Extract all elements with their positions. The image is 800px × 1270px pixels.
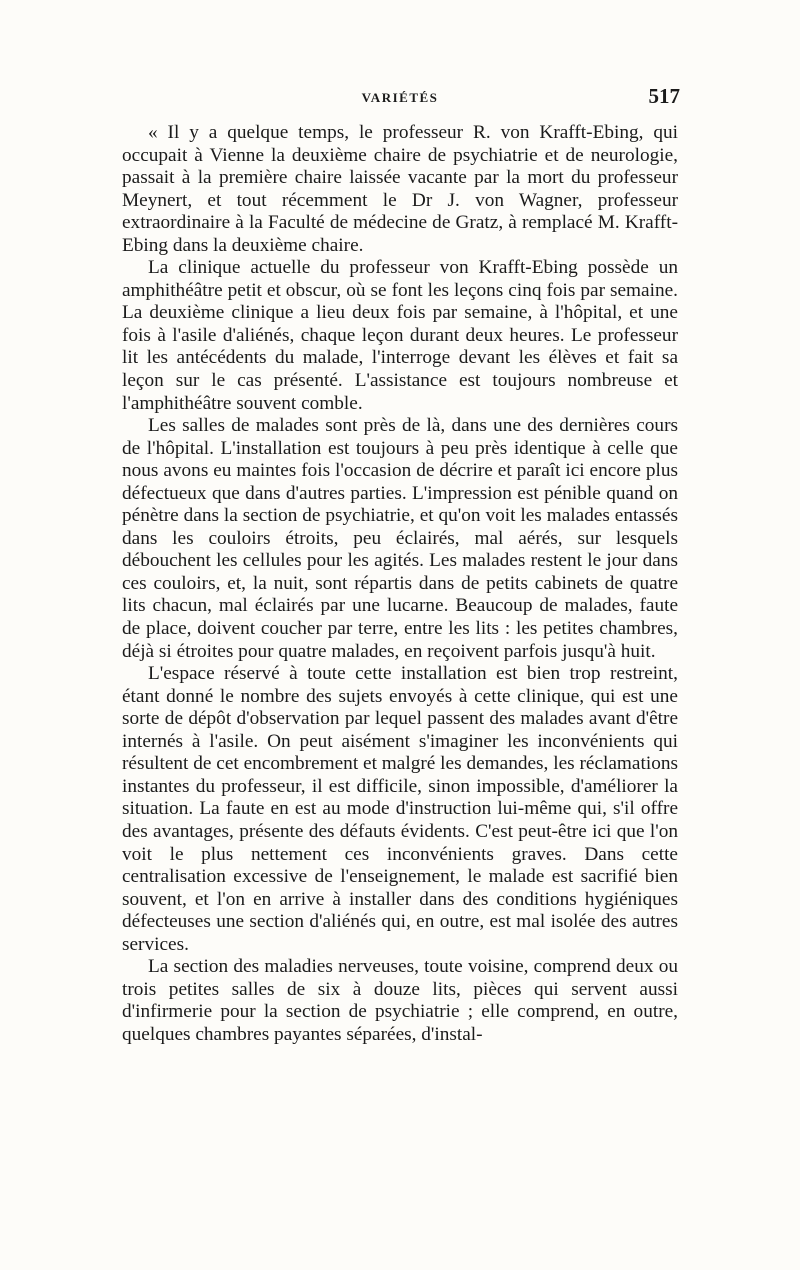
paragraph-5: La section des maladies nerveuses, toute voisine, comprend deux ou trois petites salles de six à douze lits, pièces qui servent aussi d'infirmerie pour la section de psychiatrie ; elle comprend, en outre, quelques chambres payantes séparées, d'instal-	[122, 956, 678, 1045]
running-head	[120, 86, 680, 116]
page-number: 517	[648, 84, 680, 108]
section-title: VARIÉTÉS	[361, 90, 439, 105]
paragraph-1: « Il y a quelque temps, le professeur R. von Krafft-Ebing, qui occupait à Vienne la deuxième chaire de psychiatrie et de neurologie, passait à la première chaire laissée vacante par la mort du professeur Meynert, et tout récemment le Dr J. von Wagner, professeur extraordinaire à la Faculté de médecine de Gratz, à remplacé M. Krafft-Ebing dans la deuxième chaire.	[122, 122, 678, 256]
body-text	[122, 122, 678, 1046]
paragraph-4: L'espace réservé à toute cette installation est bien trop restreint, étant donné le nombre des sujets envoyés à cette clinique, qui est une sorte de dépôt d'observation par lequel passent des malades avant d'être internés à l'asile. On peut aisément s'imaginer les inconvénients qui résultent de cet encombrement et malgré les demandes, les réclamations instantes du professeur, il est difficile, sinon impossible, d'améliorer la situation. La faute en est au mode d'instruction lui-même qui, s'il offre des avantages, présente des défauts évidents. C'est peut-être ici que l'on voit le plus nettement ces inconvénients graves. Dans cette centralisation excessive de l'enseignement, le malade est sacrifié bien souvent, et l'on en arrive à installer dans des conditions hygiéniques défecteuses une section d'aliénés qui, en outre, est mal isolée des autres services.	[122, 663, 678, 955]
paragraph-2: La clinique actuelle du professeur von Krafft-Ebing possède un amphithéâtre petit et obscur, où se font les leçons cinq fois par semaine. La deuxième clinique a lieu deux fois par semaine, à l'hôpital, et une fois à l'asile d'aliénés, chaque leçon durant deux heures. Le professeur lit les antécédents du malade, l'interroge devant les élèves et fait sa leçon sur le cas présenté. L'assistance est toujours nombreuse et l'amphithéâtre souvent comble.	[122, 257, 678, 414]
paragraph-3: Les salles de malades sont près de là, dans une des dernières cours de l'hôpital. L'installation est toujours à peu près identique à celle que nous avons eu maintes fois l'occasion de décrire et paraît ici encore plus défectueux que dans d'autres parties. L'impression est pénible quand on pénètre dans la section de psychiatrie, et qu'on voit les malades entassés dans les couloirs étroits, peu éclairés, mal aérés, sur lesquels débouchent les cellules pour les agités. Les malades restent le jour dans ces couloirs, et, la nuit, sont répartis dans de petits cabinets de quatre lits chacun, mal éclairés par une lucarne. Beaucoup de malades, faute de place, doivent coucher par terre, entre les lits : les petites chambres, déjà si étroites pour quatre malades, en reçoivent parfois jusqu'à huit.	[122, 415, 678, 662]
